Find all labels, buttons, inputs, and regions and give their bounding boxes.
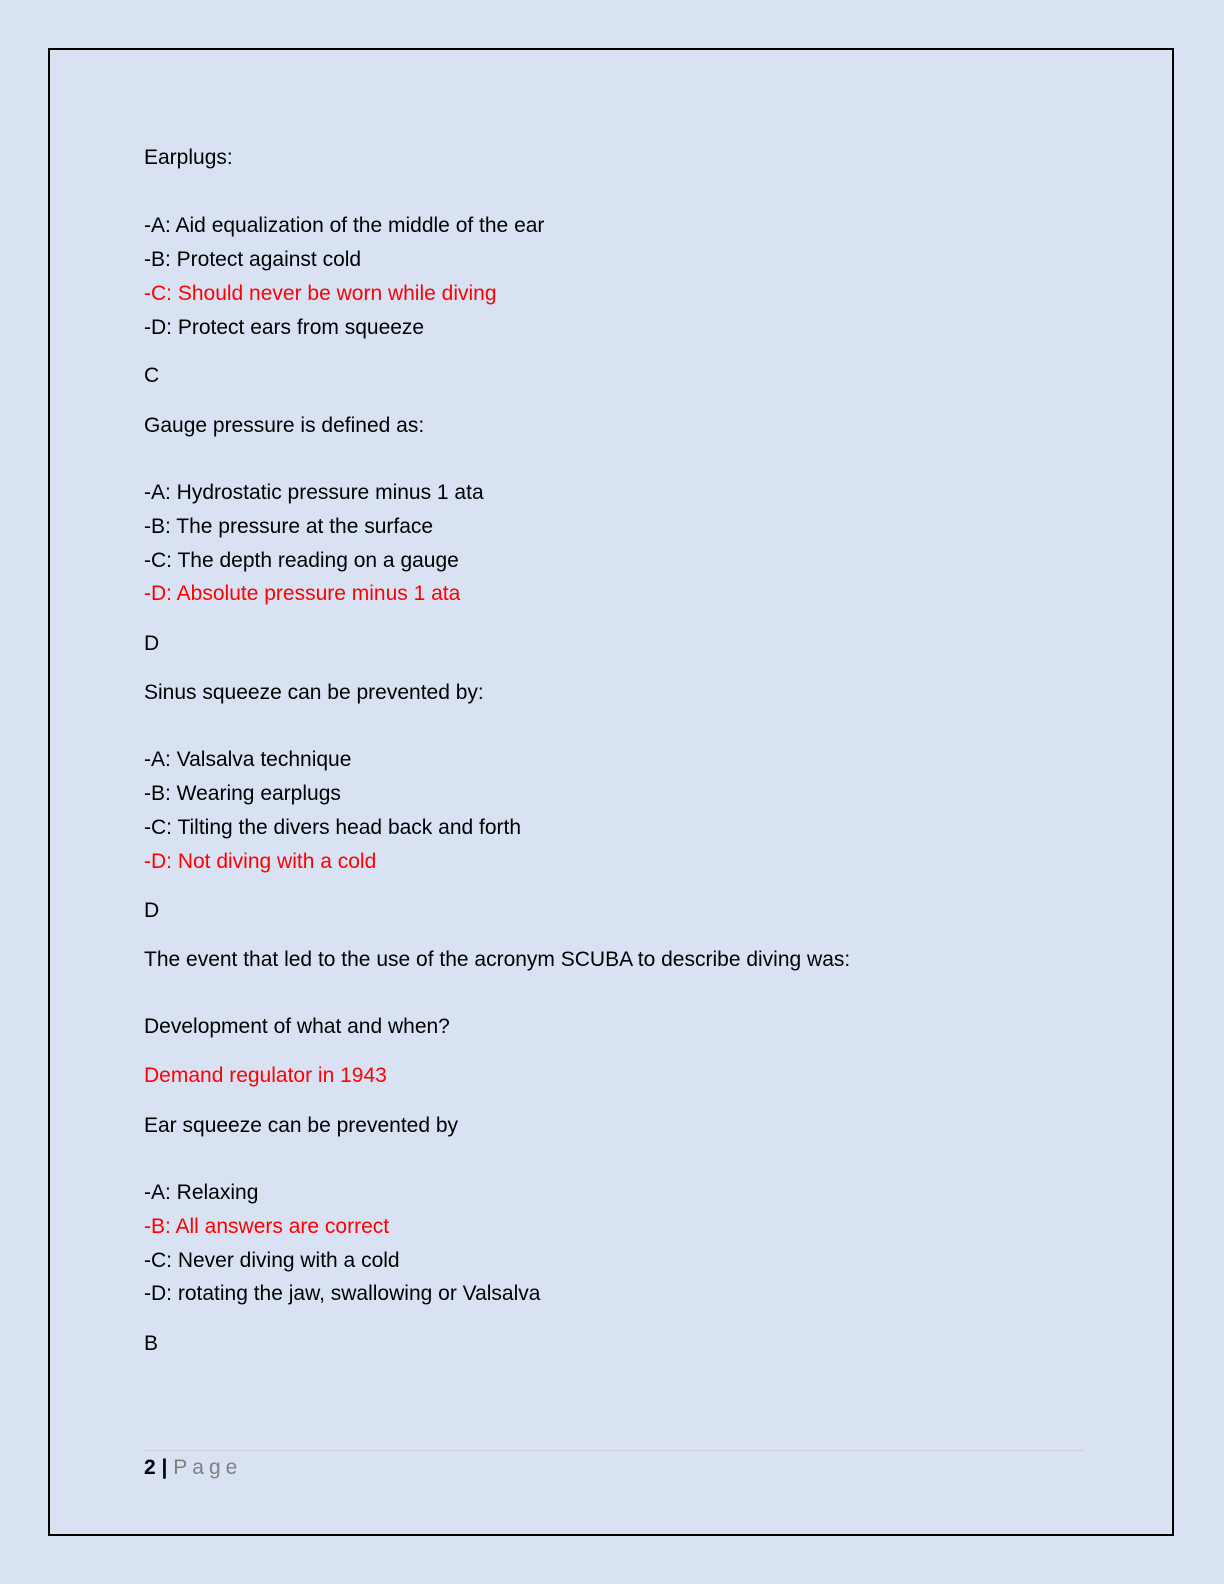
option-a: -A: Valsalva technique [144,748,352,771]
option-d: -D: Protect ears from squeeze [144,316,425,339]
question-prompt: Gauge pressure is defined as: [144,414,425,437]
option-a: -A: Aid equalization of the middle of the ear [144,214,545,237]
option-c: -C: The depth reading on a gauge [144,549,459,572]
answer-text-correct: Demand regulator in 1943 [144,1064,387,1087]
answer-key: C [144,364,160,387]
option-b: -B: The pressure at the surface [144,515,434,538]
page-label: Page [173,1456,243,1479]
option-a: -A: Hydrostatic pressure minus 1 ata [144,481,484,504]
option-d: -D: rotating the jaw, swallowing or Valsalva [144,1282,541,1305]
option-c: -C: Tilting the divers head back and forth [144,816,522,839]
option-b: -B: Protect against cold [144,248,362,271]
option-a: -A: Relaxing [144,1181,259,1204]
page-footer [144,1456,242,1480]
question-subprompt: Development of what and when? [144,1015,450,1038]
option-c-correct: -C: Should never be worn while diving [144,282,497,305]
question-prompt: Ear squeeze can be prevented by [144,1114,459,1137]
answer-key: D [144,899,160,922]
question-prompt: The event that led to the use of the acronym SCUBA to describe diving was: [144,948,851,971]
option-b: -B: Wearing earplugs [144,782,341,805]
option-d-correct: -D: Absolute pressure minus 1 ata [144,582,461,605]
footer-separator: | [161,1456,168,1479]
answer-key: D [144,632,160,655]
question-prompt: Sinus squeeze can be prevented by: [144,681,484,704]
question-prompt: Earplugs: [144,146,233,169]
footer-divider [144,1450,1084,1451]
option-c: -C: Never diving with a cold [144,1249,400,1272]
answer-key: B [144,1332,159,1355]
option-b-correct: -B: All answers are correct [144,1215,390,1238]
option-d-correct: -D: Not diving with a cold [144,850,377,873]
page-number: 2 [144,1456,156,1479]
